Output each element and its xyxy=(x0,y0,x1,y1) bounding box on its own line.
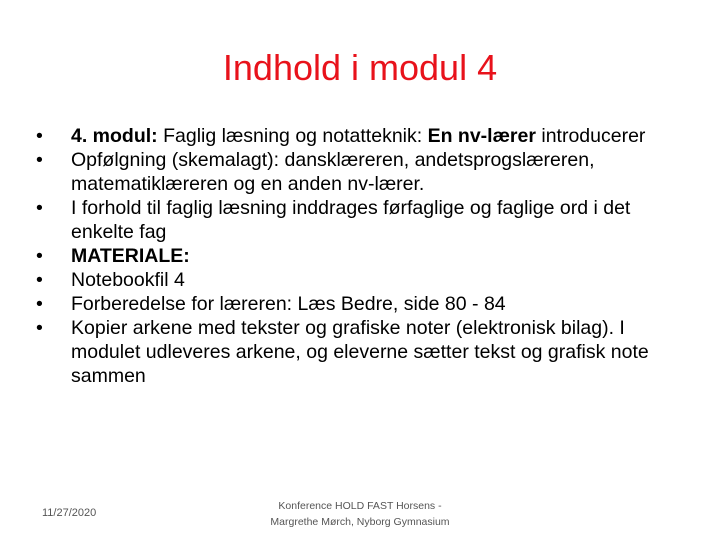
bullet-list xyxy=(36,124,696,388)
footer-line-2: Margrethe Mørch, Nyborg Gymnasium xyxy=(270,516,450,528)
bullet-text: Forberedelse for læreren: Læs Bedre, side 80 - 84 xyxy=(71,293,506,315)
bullet-text: Faglig læsning og notatteknik: xyxy=(157,125,428,147)
bullet-dot-icon: • xyxy=(36,149,43,171)
bullet-text: I forhold til faglig læsning inddrages førfaglige og faglige ord i det enkelte fag xyxy=(71,197,631,243)
bullet-dot-icon: • xyxy=(36,245,43,267)
bullet-item xyxy=(36,268,696,292)
bullet-bold-text: 4. modul: xyxy=(71,125,158,147)
bullet-item xyxy=(36,196,696,244)
bullet-item xyxy=(36,124,696,148)
bullet-item xyxy=(36,244,696,268)
bullet-text: introducerer xyxy=(535,125,646,147)
bullet-text: Notebookfil 4 xyxy=(71,269,185,291)
footer-date: 11/27/2020 xyxy=(42,507,97,519)
bullet-dot-icon: • xyxy=(36,269,43,291)
bullet-text: Kopier arkene med tekster og grafiske noter (elektronisk bilag). I modulet udleveres arkene, og eleverne sætter tekst og grafisk note sammen xyxy=(71,317,649,387)
bullet-bold-text: En nv-lærer xyxy=(427,125,536,147)
footer-line-1: Konference HOLD FAST Horsens - xyxy=(278,500,442,512)
bullet-dot-icon: • xyxy=(36,293,43,315)
bullet-bold-text: MATERIALE: xyxy=(71,245,190,267)
slide-title: Indhold i modul 4 xyxy=(222,47,498,88)
bullet-text: Opfølgning (skemalagt): dansklæreren, andetsprogslæreren, matematiklæreren og en anden nv-lærer. xyxy=(71,149,595,195)
bullet-item xyxy=(36,316,696,388)
bullet-dot-icon: • xyxy=(36,317,43,339)
bullet-dot-icon: • xyxy=(36,197,43,219)
footer-text xyxy=(240,498,480,530)
bullet-item xyxy=(36,292,696,316)
bullet-item xyxy=(36,148,696,196)
bullet-dot-icon: • xyxy=(36,125,43,147)
